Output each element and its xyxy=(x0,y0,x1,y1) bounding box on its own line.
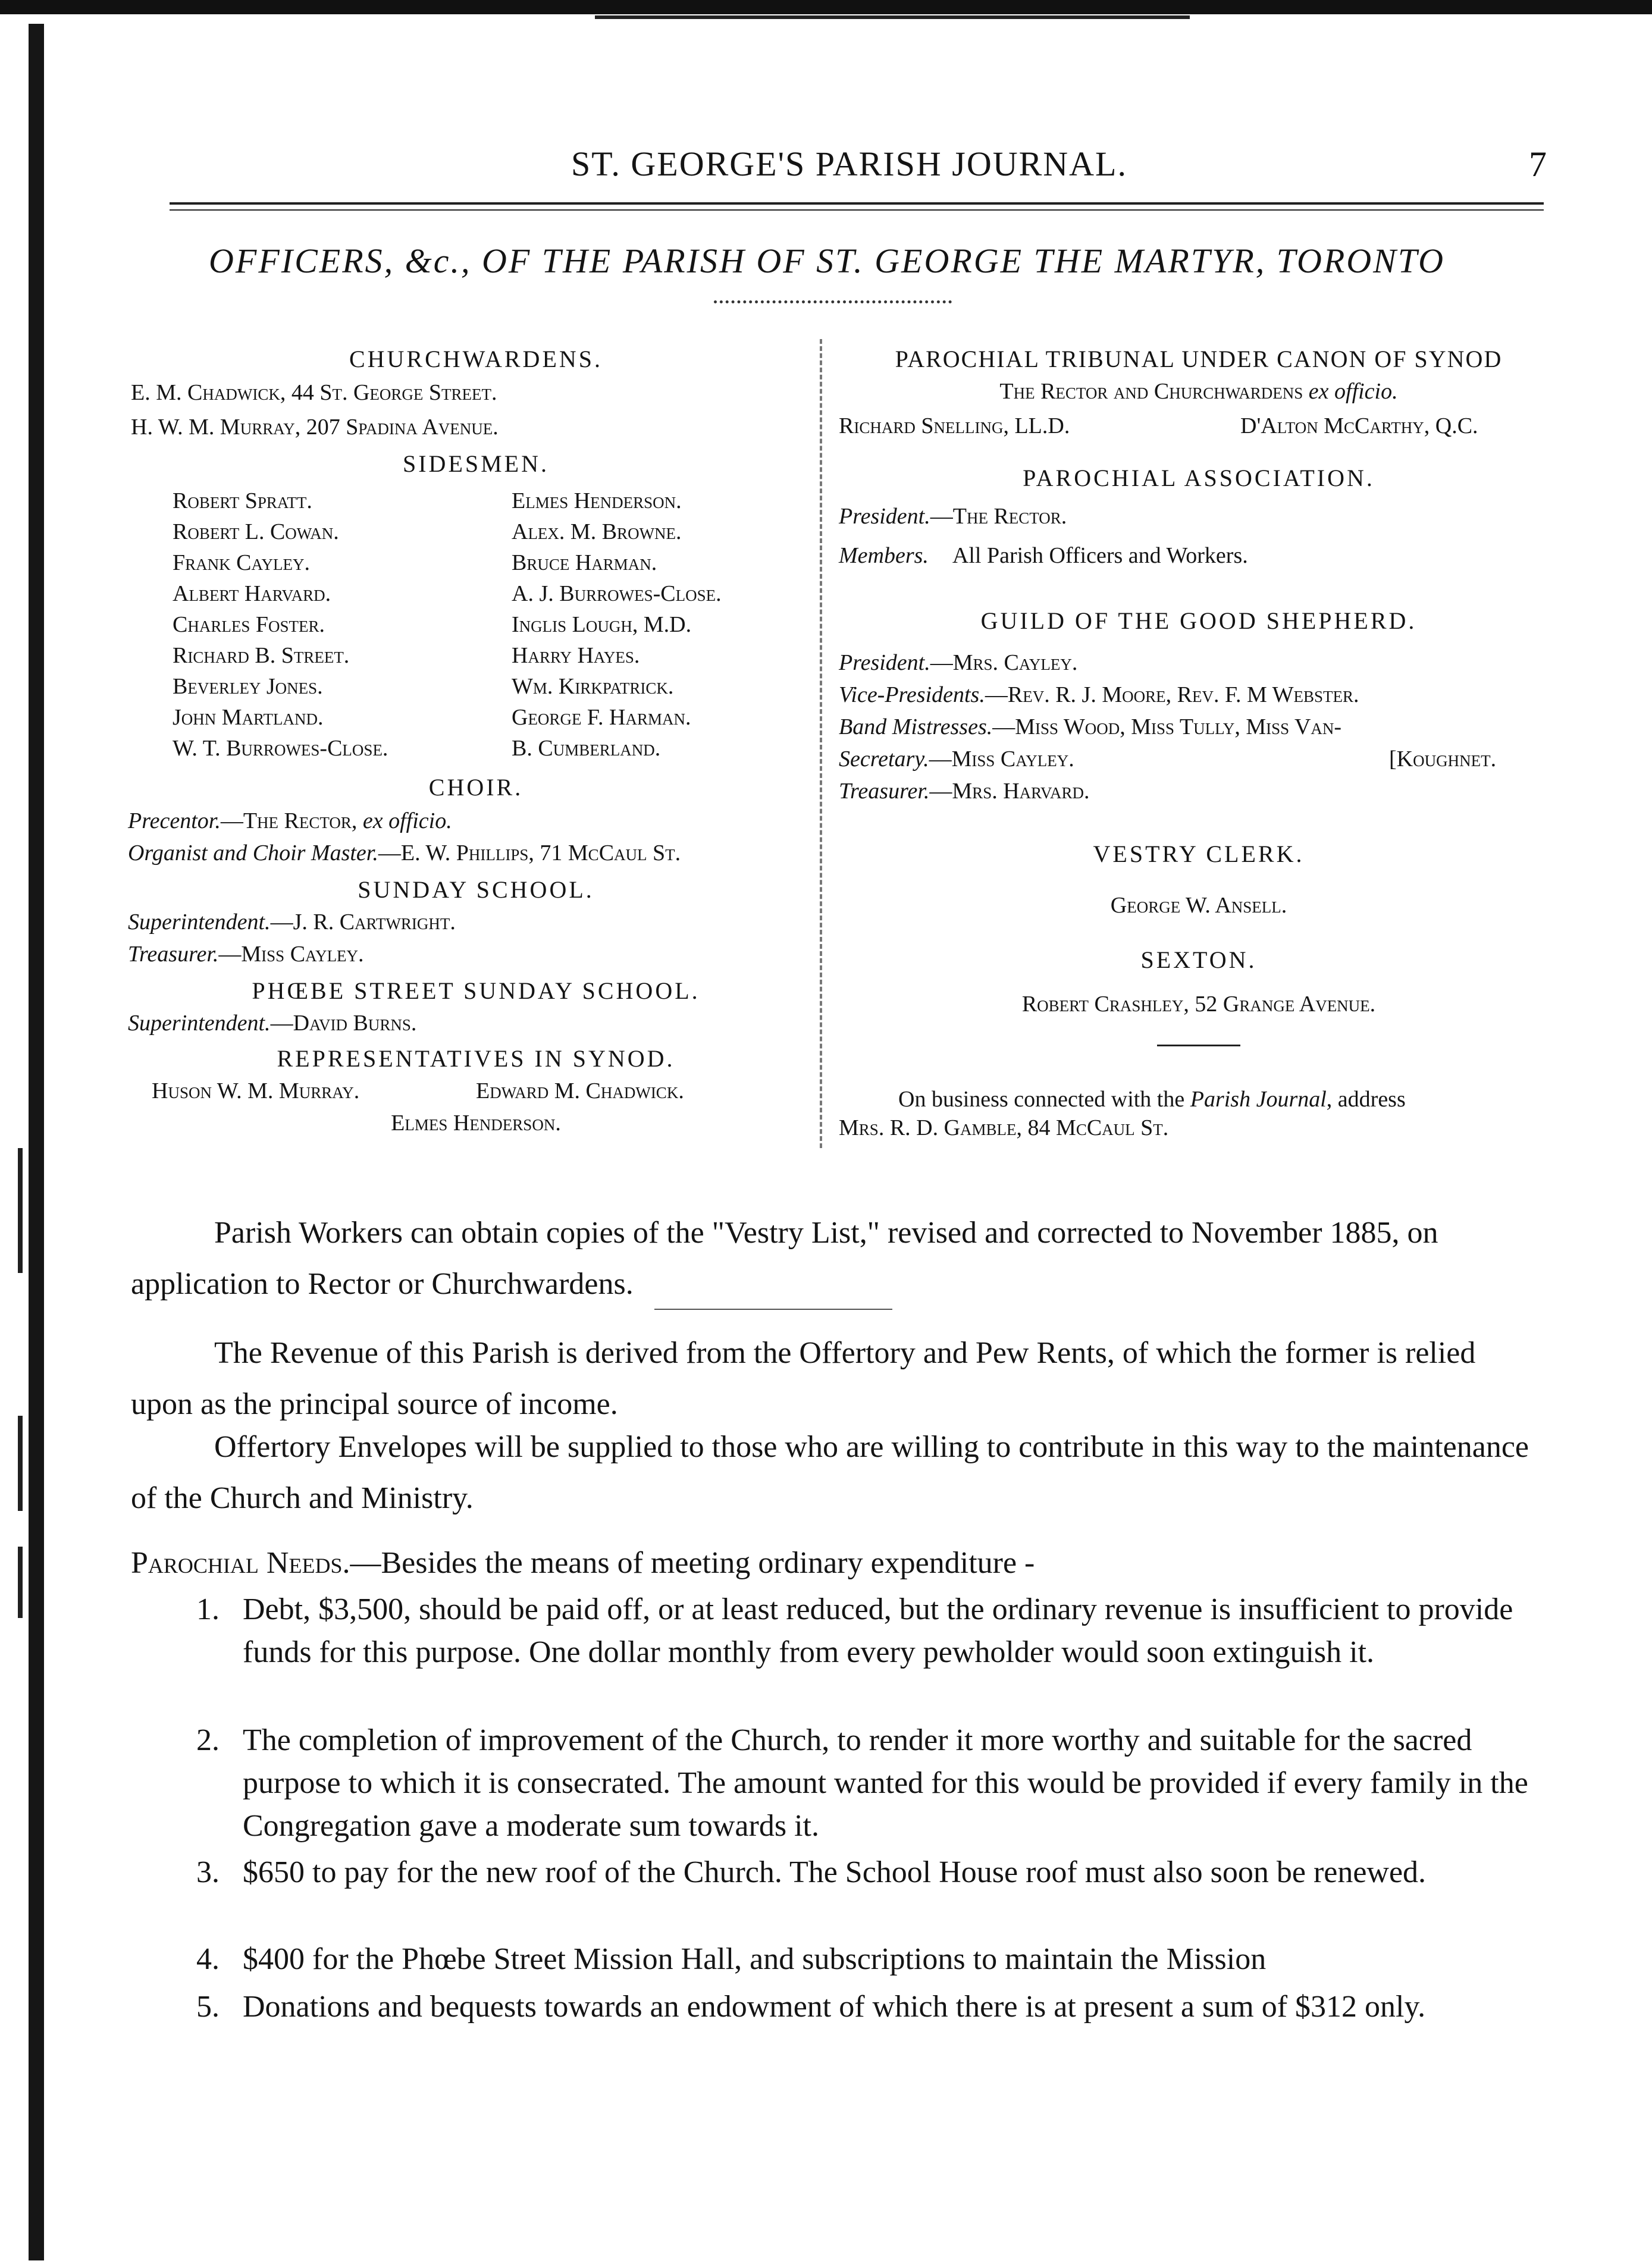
association-members-line xyxy=(839,543,1248,569)
guild-band-label: Band Mistresses. xyxy=(839,714,993,739)
organist-label: Organist and Choir Master. xyxy=(128,841,378,866)
ss-superintendent-value: —J. R. Cartwright. xyxy=(270,910,456,935)
precentor-line xyxy=(128,808,452,834)
association-members-value: All Parish Officers and Workers. xyxy=(952,543,1248,568)
sidesman: Wm. Kirkpatrick. xyxy=(512,674,674,699)
business-text-2: , address xyxy=(1326,1087,1406,1112)
sidesman: Robert L. Cowan. xyxy=(173,519,339,544)
guild-president-value: —Mrs. Cayley. xyxy=(930,650,1078,675)
sidesman: Albert Harvard. xyxy=(173,581,331,606)
sidesman: Charles Foster. xyxy=(173,612,325,637)
need-number: 5. xyxy=(196,1990,220,2024)
paragraph-revenue: The Revenue of this Parish is derived from the Offertory and Pew Rents, of which the former is relied upon as the principal source of income. xyxy=(131,1336,1476,1421)
organist-line xyxy=(128,840,681,866)
header-rule xyxy=(170,202,1544,205)
phoebe-superintendent-line xyxy=(128,1010,416,1036)
precentor-label: Precentor. xyxy=(128,808,221,833)
needs-intro: —Besides the means of meeting ordinary expenditure - xyxy=(350,1546,1035,1580)
need-number: 2. xyxy=(196,1723,220,1757)
sidesman: Beverley Jones. xyxy=(173,674,323,699)
association-president-value: —The Rector. xyxy=(930,504,1067,529)
phoebe-superintendent-label: Superintendent. xyxy=(128,1011,271,1036)
phoebe-school-heading: PHŒBE STREET SUNDAY SCHOOL. xyxy=(252,977,700,1004)
paragraph-envelopes: Offertory Envelopes will be supplied to those who are willing to contribute in this way to the maintenance of the Church and Ministry. xyxy=(131,1430,1529,1515)
tribunal-note: ex officio. xyxy=(1308,379,1398,404)
churchwarden-2: H. W. M. Murray, 207 Spadina Avenue. xyxy=(131,415,499,440)
association-president-label: President. xyxy=(839,504,930,529)
ss-superintendent-line xyxy=(128,909,456,935)
margin-mark xyxy=(18,1547,23,1618)
guild-treasurer-value: —Mrs. Harvard. xyxy=(929,779,1090,804)
sidesman: B. Cumberland. xyxy=(512,736,661,761)
top-border-fragment xyxy=(595,15,1190,19)
synod-rep-3: Elmes Henderson. xyxy=(391,1111,561,1136)
guild-heading: GUILD OF THE GOOD SHEPHERD. xyxy=(980,607,1417,634)
guild-secretary-value: —Miss Cayley. xyxy=(929,747,1074,772)
association-heading: PAROCHIAL ASSOCIATION. xyxy=(1023,465,1375,491)
short-rule xyxy=(1157,1045,1240,1046)
guild-vice-value: —Rev. R. J. Moore, Rev. F. M Webster. xyxy=(985,682,1359,707)
need-number: 1. xyxy=(196,1592,220,1626)
guild-band-line xyxy=(839,714,1341,740)
sidesman: Alex. M. Browne. xyxy=(512,519,682,544)
sidesman: Richard B. Street. xyxy=(173,643,350,668)
sidesman: A. J. Burrowes-Close. xyxy=(512,581,722,606)
ss-treasurer-label: Treasurer. xyxy=(128,942,219,967)
synod-heading: REPRESENTATIVES IN SYNOD. xyxy=(277,1045,675,1072)
need-item-5 xyxy=(196,1986,1535,2075)
guild-treasurer-line xyxy=(839,778,1090,804)
precentor-note: ex officio. xyxy=(362,808,452,833)
need-text: Donations and bequests towards an endowment of which there is at present a sum of $312 only. xyxy=(243,1990,1426,2024)
sexton-name: Robert Crashley, 52 Grange Avenue. xyxy=(1021,992,1376,1017)
guild-band-value: —Miss Wood, Miss Tully, Miss Van- xyxy=(992,714,1342,739)
sidesman: John Martland. xyxy=(173,705,324,730)
business-line xyxy=(898,1086,1406,1112)
need-text: The completion of improvement of the Church, to render it more worthy and suitable for the sacred purpose to which it is consecrated. The amount wanted for this would be provided if every family in the Congregation gave a moderate sum towards it. xyxy=(243,1723,1528,1843)
phoebe-superintendent-value: —David Burns. xyxy=(270,1011,417,1036)
guild-band-continuation: [Koughnet. xyxy=(1389,747,1497,772)
sexton-heading: SEXTON. xyxy=(1140,946,1257,973)
paragraph-vestry-list: Parish Workers can obtain copies of the "Vestry List," revised and corrected to November 1885, on application to Rector or Churchwardens. xyxy=(131,1216,1438,1301)
association-members-label: Members. xyxy=(839,543,929,568)
need-item-4 xyxy=(196,1938,1535,1986)
tribunal-members: The Rector and Churchwardens xyxy=(999,379,1309,404)
business-journal: Parish Journal xyxy=(1190,1087,1327,1112)
margin-mark xyxy=(18,1148,23,1273)
need-text: $400 for the Phœbe Street Mission Hall, and subscriptions to maintain the Mission xyxy=(243,1942,1267,1976)
synod-rep-2: Edward M. Chadwick. xyxy=(476,1078,684,1103)
needs-label: Parochial Needs. xyxy=(131,1546,350,1580)
churchwarden-1: E. M. Chadwick, 44 St. George Street. xyxy=(131,380,497,405)
needs-intro-line xyxy=(131,1538,1035,1589)
guild-treasurer-label: Treasurer. xyxy=(839,779,930,804)
need-number: 3. xyxy=(196,1855,220,1889)
sidesman: Inglis Lough, M.D. xyxy=(512,612,692,637)
sidesman: Frank Cayley. xyxy=(173,550,310,575)
sunday-school-heading: SUNDAY SCHOOL. xyxy=(358,876,594,903)
tribunal-heading: PAROCHIAL TRIBUNAL UNDER CANON OF SYNOD xyxy=(895,346,1503,372)
need-number: 4. xyxy=(196,1942,220,1976)
need-item-2 xyxy=(196,1719,1535,1850)
precentor-value: —The Rector, xyxy=(220,808,363,833)
guild-vice-line xyxy=(839,682,1359,708)
left-binding-edge xyxy=(29,24,44,2260)
choir-heading: CHOIR. xyxy=(428,774,524,801)
header-rule xyxy=(170,209,1544,211)
vestry-clerk-name: George W. Ansell. xyxy=(1110,893,1287,918)
guild-secretary-label: Secretary. xyxy=(839,747,929,772)
tribunal-name-1: Richard Snelling, LL.D. xyxy=(839,413,1070,438)
margin-mark xyxy=(18,1416,23,1511)
sidesman: W. T. Burrowes-Close. xyxy=(173,736,388,761)
sidesman: Bruce Harman. xyxy=(512,550,657,575)
organist-value: —E. W. Phillips, 71 McCaul St. xyxy=(378,841,681,866)
tribunal-name-2: D'Alton McCarthy, Q.C. xyxy=(1240,413,1478,438)
synod-rep-1: Huson W. M. Murray. xyxy=(152,1078,360,1103)
title-dotted-rule xyxy=(714,300,952,303)
page-title: OFFICERS, &c., OF THE PARISH OF ST. GEORGE THE MARTYR, TORONTO xyxy=(209,242,1445,280)
need-item-1 xyxy=(196,1588,1535,1719)
ss-superintendent-label: Superintendent. xyxy=(128,910,271,935)
business-address: Mrs. R. D. Gamble, 84 McCaul St. xyxy=(839,1115,1169,1140)
page-number: 7 xyxy=(1529,145,1547,184)
sidesman: George F. Harman. xyxy=(512,705,691,730)
need-text: Debt, $3,500, should be paid off, or at least reduced, but the ordinary revenue is insufficient to provide funds for this purpose. One dollar monthly from every pewholder would soon extinguish it. xyxy=(243,1592,1513,1669)
vestry-clerk-heading: VESTRY CLERK. xyxy=(1093,841,1305,867)
guild-president-label: President. xyxy=(839,650,930,675)
running-header: ST. GEORGE'S PARISH JOURNAL. xyxy=(571,145,1127,183)
churchwardens-heading: CHURCHWARDENS. xyxy=(349,346,603,372)
need-item-3 xyxy=(196,1851,1535,1940)
need-text: $650 to pay for the new roof of the Church. The School House roof must also soon be renewed. xyxy=(243,1855,1427,1889)
top-border xyxy=(0,0,1652,14)
ss-treasurer-line xyxy=(128,941,364,967)
association-president-line xyxy=(839,503,1067,529)
guild-president-line xyxy=(839,650,1077,676)
business-text-1: On business connected with the xyxy=(898,1087,1190,1112)
sidesman: Robert Spratt. xyxy=(173,488,312,513)
ss-treasurer-value: —Miss Cayley. xyxy=(218,942,364,967)
sidesman: Elmes Henderson. xyxy=(512,488,682,513)
sidesman: Harry Hayes. xyxy=(512,643,640,668)
sidesmen-heading: SIDESMEN. xyxy=(402,450,550,477)
tribunal-line xyxy=(833,378,1565,405)
short-separator xyxy=(654,1309,892,1310)
guild-vice-label: Vice-Presidents. xyxy=(839,682,985,707)
guild-secretary-line xyxy=(839,746,1074,772)
